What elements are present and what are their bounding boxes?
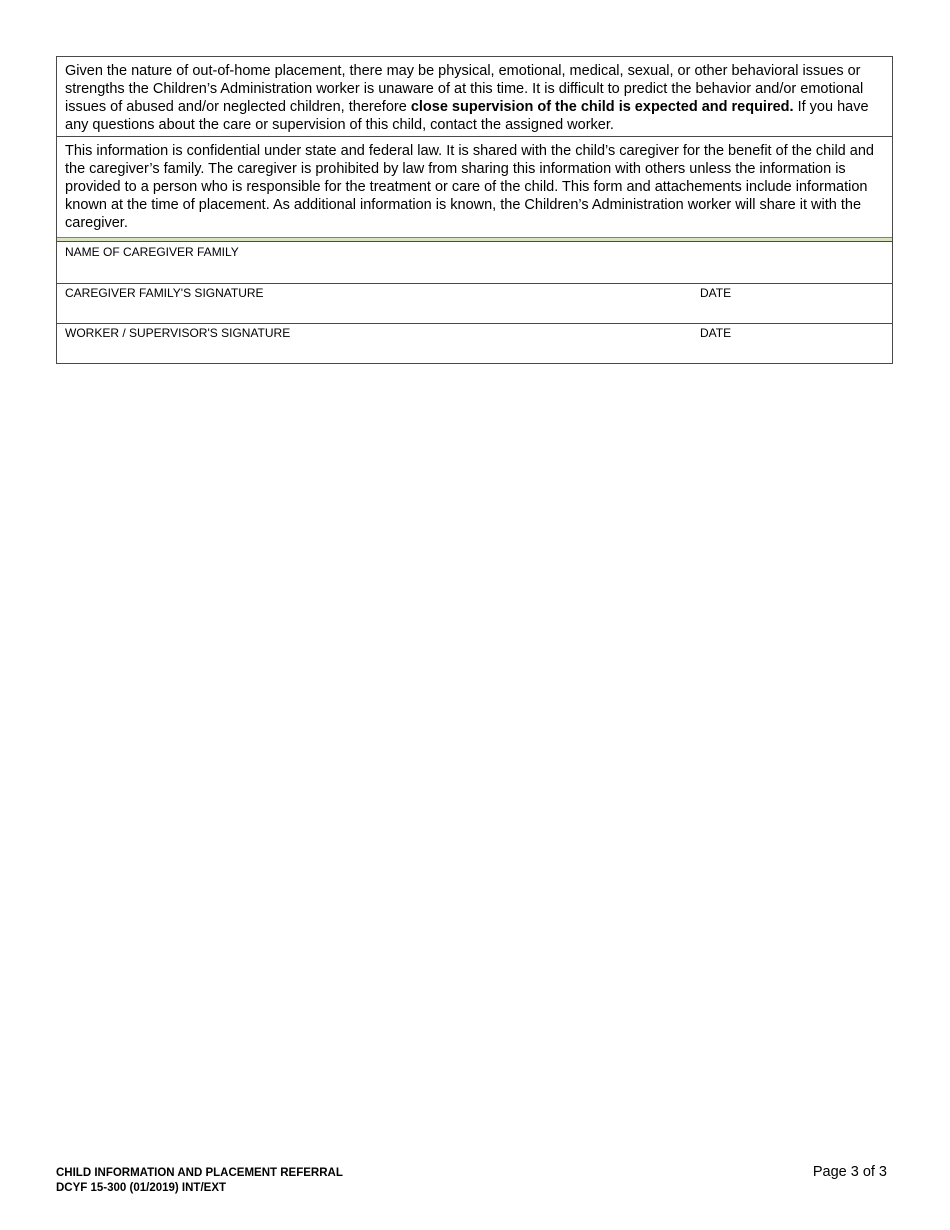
form-footer [56, 1166, 343, 1196]
caregiver-family-name-label: NAME OF CAREGIVER FAMILY [65, 245, 239, 259]
caregiver-signature-row [57, 283, 892, 323]
confidentiality-notice: This information is confidential under state and federal law. It is shared with the child’s caregiver for the benefit of the child and the caregiver’s family. The caregiver is prohibited by law from sharing this information with others unless the information is provided to a person who is responsible for the treatment or care of the child. This form and attachements include information known at the time of placement. As additional information is known, the Children’s Administration worker will share it with the caregiver. [65, 143, 874, 231]
supervision-notice [57, 57, 892, 137]
caregiver-signature-label: CAREGIVER FAMILY'S SIGNATURE [65, 286, 264, 300]
supervision-notice-emphasis: close supervision of the child is expected and required. [410, 99, 794, 115]
worker-signature-label: WORKER / SUPERVISOR'S SIGNATURE [65, 326, 291, 340]
caregiver-family-name-field[interactable] [57, 242, 892, 283]
form-title: CHILD INFORMATION AND PLACEMENT REFERRAL [56, 1167, 343, 1179]
form-number: DCYF 15-300 (01/2019) INT/EXT [56, 1182, 227, 1194]
worker-signature-row [57, 323, 892, 363]
caregiver-date-label: DATE [700, 286, 732, 300]
supervision-notice-contact-text: If you have any questions about the care or supervision of this child, contact the assigned worker. [65, 99, 869, 133]
page-number: Page 3 of 3 [812, 1164, 887, 1180]
supervision-notice-text: Given the nature of out-of-home placement, there may be physical, emotional, medical, sexual, or other behavioral issues or strengths the Children’s Administration worker is unaware of at this time. It is difficult to predict the behavior and/or emotional issues of abused and/or neglected children, therefore [65, 63, 864, 115]
placement-referral-form [56, 56, 893, 364]
worker-date-label: DATE [700, 326, 732, 340]
